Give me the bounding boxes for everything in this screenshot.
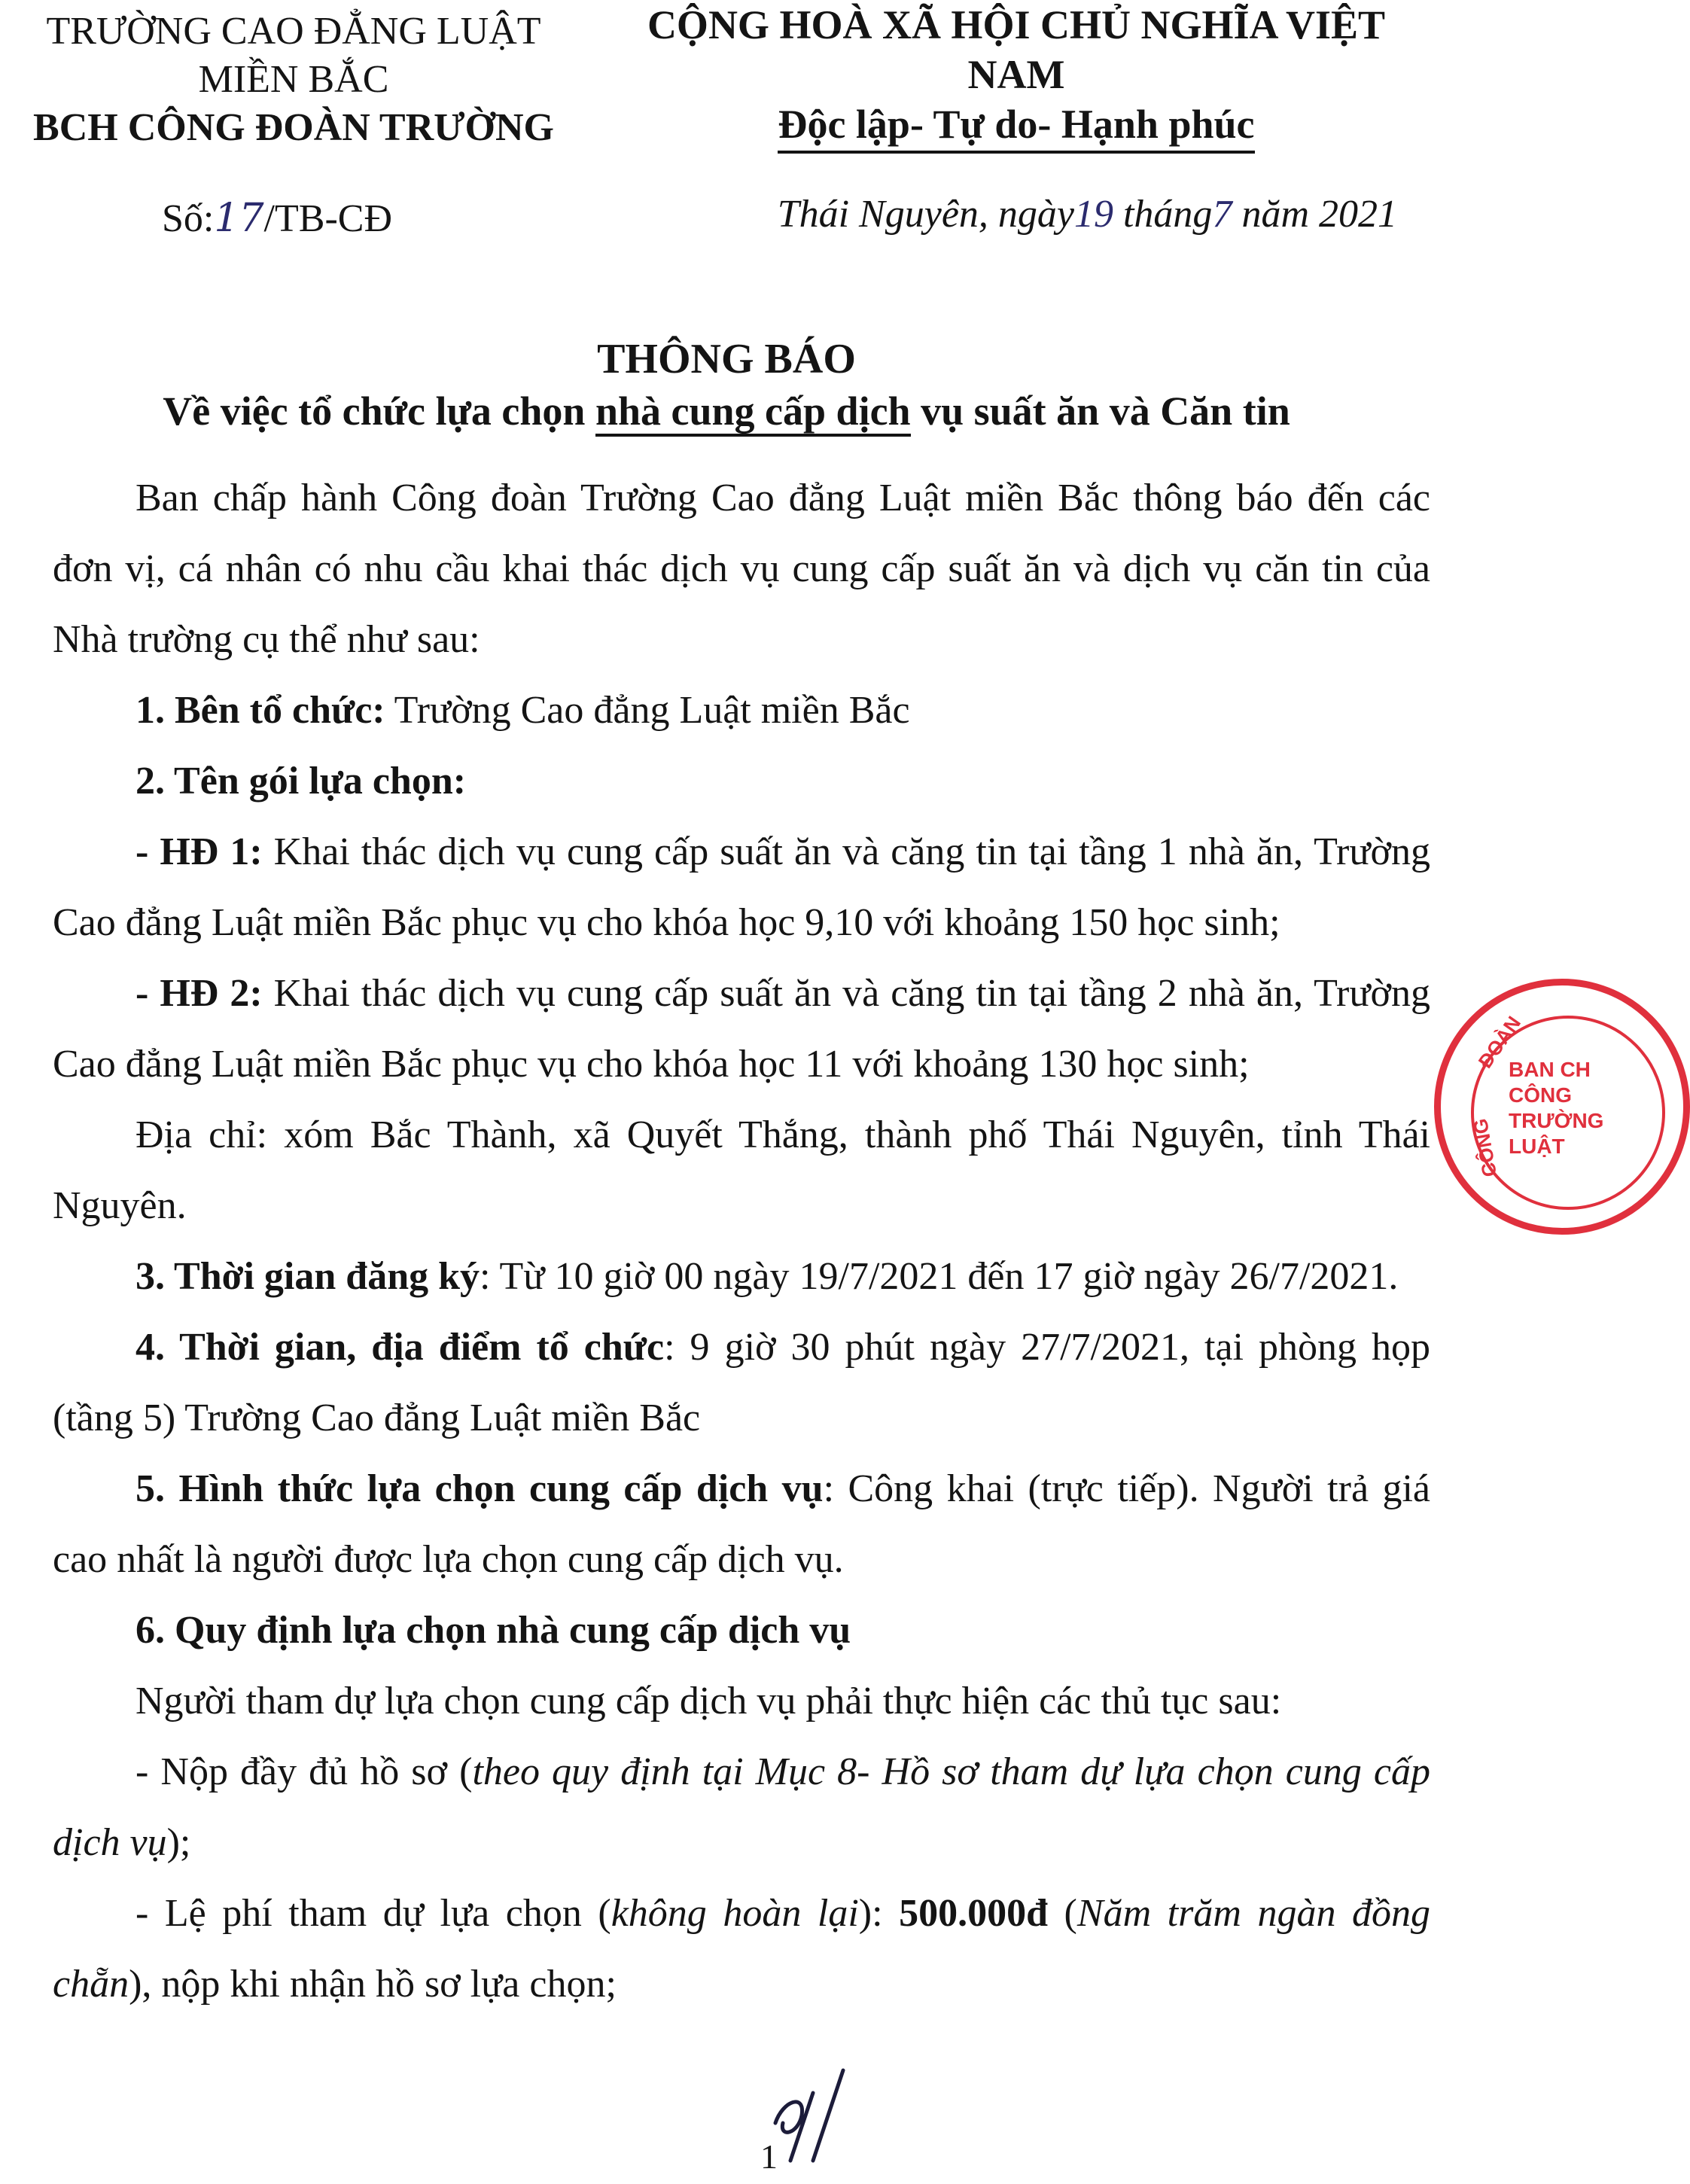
hd1-label: - HĐ 1: [136, 830, 263, 873]
subtitle-underlined: nhà cung cấp dịch [595, 388, 911, 437]
section-1-text: Trường Cao đẳng Luật miền Bắc [385, 689, 910, 732]
date-place: Thái Nguyên, ngày [777, 193, 1074, 236]
section-3-text: : Từ 10 giờ 00 ngày 19/7/2021 đến 17 giờ ngày 26/7/2021. [480, 1255, 1399, 1298]
section-4 [53, 1312, 1430, 1454]
section-5-text: : Công khai (trực tiếp). Người trả giá cao nhất là người được lựa chọn cung cấp dịch vụ. [53, 1467, 1430, 1581]
section-1 [53, 675, 1430, 746]
intro-paragraph: Ban chấp hành Công đoàn Trường Cao đẳng Luật miền Bắc thông báo đến các đơn vị, cá nhân có nhu cầu khai thác dịch vụ cung cấp suất ăn và dịch vụ căn tin của Nhà trường cụ thể như sau: [53, 477, 1430, 661]
item1-text-1: - Nộp đầy đủ hồ sơ ( [136, 1750, 473, 1793]
page-number: 1 [760, 2137, 778, 2176]
section-6: 6. Quy định lựa chọn nhà cung cấp dịch vụ [136, 1609, 851, 1652]
section-6-item-2 [53, 1878, 1430, 2020]
item2-text-3: ( [1048, 1892, 1077, 1935]
document-number [162, 196, 392, 241]
item2-text-4: ), nộp khi nhận hồ sơ lựa chọn; [129, 1963, 617, 2006]
stamp-line-2: CÔNG [1509, 1083, 1572, 1107]
stamp-arc-top: ĐOÀN [1473, 1012, 1526, 1073]
package-hd1 [53, 817, 1430, 958]
item2-text-1: - Lệ phí tham dự lựa chọn ( [136, 1892, 611, 1935]
hd1-text: Khai thác dịch vụ cung cấp suất ăn và căng tin tại tầng 1 nhà ăn, Trường Cao đẳng Luật miền Bắc phục vụ cho khóa học 9,10 với khoảng 150 học sinh; [53, 830, 1430, 944]
doc-number-handwritten: 17 [214, 196, 264, 241]
item2-italic-2: Năm trăm ngàn đồng chẵn [53, 1892, 1431, 2006]
hd2-text: Khai thác dịch vụ cung cấp suất ăn và căng tin tại tầng 2 nhà ăn, Trường Cao đẳng Luật miền Bắc phục vụ cho khóa học 11 với khoảng 130 học sinh; [53, 972, 1430, 1086]
section-5-label: 5. Hình thức lựa chọn cung cấp dịch vụ [136, 1467, 824, 1510]
date-month-label: tháng [1122, 193, 1213, 236]
subtitle-before: Về việc tổ chức lựa chọn [163, 388, 595, 434]
official-stamp [1434, 979, 1690, 1235]
org-line-2: MIỀN BẮC [198, 58, 389, 101]
stamp-arc-side: CÔNG [1468, 1116, 1502, 1179]
document-body [53, 463, 1430, 2020]
section-3-label: 3. Thời gian đăng ký [136, 1255, 480, 1298]
stamp-line-4: LUẬT [1509, 1135, 1565, 1158]
stamp-line-1: BAN CH [1509, 1058, 1591, 1081]
date-line [778, 192, 1397, 236]
item1-text-2: ); [166, 1821, 191, 1864]
date-year: năm 2021 [1241, 193, 1397, 236]
section-4-text: : 9 giờ 30 phút ngày 27/7/2021, tại phòng họp (tầng 5) Trường Cao đẳng Luật miền Bắc [53, 1326, 1430, 1439]
item2-fee: 500.000đ [899, 1892, 1049, 1935]
item2-text-2: ): [858, 1892, 900, 1935]
section-2: 2. Tên gói lựa chọn: [136, 760, 467, 803]
org-line-3: BCH CÔNG ĐOÀN TRƯỜNG [33, 106, 554, 149]
motto: Độc lập- Tự do- Hạnh phúc [778, 99, 1254, 154]
doc-number-prefix: Số: [162, 197, 215, 240]
doc-number-suffix: /TB-CĐ [263, 197, 392, 240]
org-line-1: TRƯỜNG CAO ĐẲNG LUẬT [46, 10, 541, 53]
address: Địa chỉ: xóm Bắc Thành, xã Quyết Thắng, thành phố Thái Nguyên, tỉnh Thái Nguyên. [53, 1113, 1430, 1227]
hd2-label: - HĐ 2: [136, 972, 263, 1015]
handwritten-initial [760, 2063, 888, 2168]
section-5 [53, 1454, 1430, 1595]
document-subtitle [0, 388, 1453, 434]
nation-name: CỘNG HOÀ XÃ HỘI CHỦ NGHĨA VIỆT NAM [647, 2, 1386, 97]
stamp-center-text [1509, 1057, 1603, 1159]
stamp-line-3: TRƯỜNG [1509, 1109, 1604, 1132]
section-4-label: 4. Thời gian, địa điểm tổ chức [136, 1326, 665, 1369]
section-1-label: 1. Bên tổ chức: [136, 689, 385, 732]
subtitle-after: vụ suất ăn và Căn tin [910, 388, 1290, 434]
document-title: THÔNG BÁO [597, 336, 856, 382]
item1-italic: theo quy định tại Mục 8- Hồ sơ tham dự lựa chọn cung cấp dịch vụ [53, 1750, 1430, 1864]
date-day: 19 [1073, 193, 1113, 236]
item2-italic-1: không hoàn lại [611, 1892, 859, 1935]
section-6-intro: Người tham dự lựa chọn cung cấp dịch vụ phải thực hiện các thủ tục sau: [136, 1680, 1282, 1723]
package-hd2 [53, 958, 1430, 1100]
national-header [595, 0, 1438, 154]
section-6-item-1 [53, 1737, 1430, 1878]
section-3 [53, 1241, 1430, 1312]
date-month: 7 [1212, 193, 1232, 236]
issuing-organization [23, 8, 565, 152]
